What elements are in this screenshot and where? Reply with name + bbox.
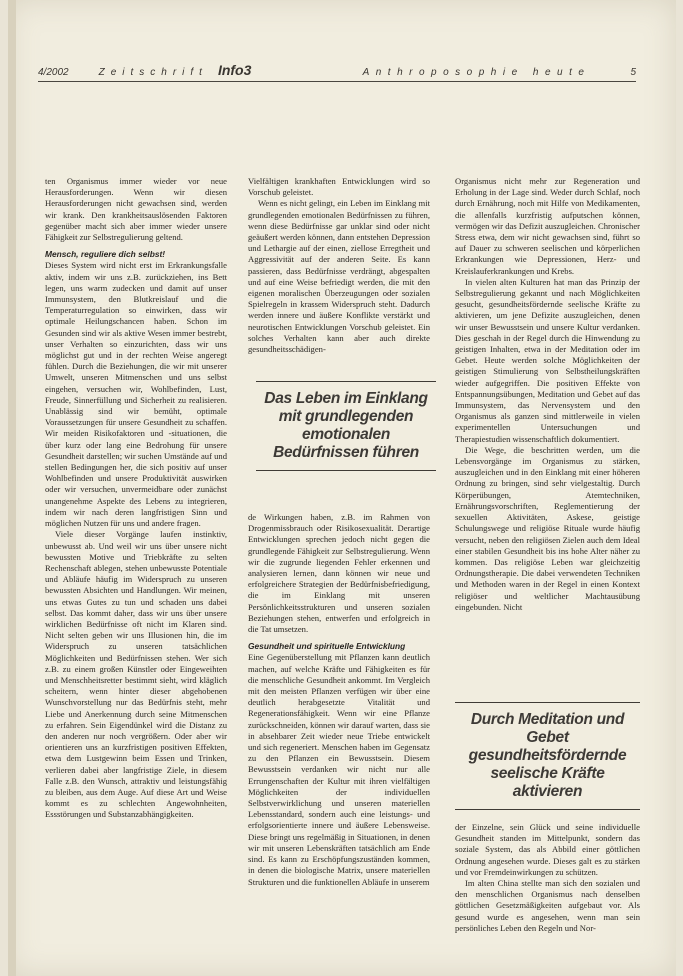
page-number: 5: [630, 67, 636, 78]
column-3-top: [455, 176, 640, 613]
page-header: [38, 56, 636, 82]
issue-number: 4/2002: [38, 67, 69, 78]
column-1: [45, 176, 227, 821]
paragraph: In vielen alten Kulturen hat man das Prinzip der Selbstregulierung gekannt und nach Möglichkeiten gesucht, gesundheitsfördernde seelische Kräfte zu aktivieren, um jene Defizite auszugleichen, denen wir unser Bewusstsein und unsere Kultur verdanken. Dies geschah in der Regel durch die Hinwendung zu geistigen Inhalten, etwa in der Meditation oder im Gebet. Heute werden solche Möglichkeiten der geistigen Stimulierung von Selbstheilungskräften wieder aufgegriffen. Die positiven Effekte von Entspannungsübungen, Meditation und Gebet auf das Immunsystem, das Nervensystem und den Organismus als ganzen sind mittlerweile in vielen experimentellen Untersuchungen und Therapiestudien wissenschaftlich dokumentiert.: [455, 276, 640, 444]
page-binding: [8, 0, 16, 976]
magazine-logo: Info3: [217, 62, 252, 78]
paragraph: Im alten China stellte man sich den sozialen und den menschlichen Organismus nach denselben göttlichen Gesetzmäßigkeiten aufgebaut vor. Als gesund wurde es angesehen, wenn man sein persönliches Leben den Regeln und Nor-: [455, 878, 640, 933]
tagline: Anthroposophie heute: [362, 67, 591, 78]
pull-quote: Das Leben im Einklang mit grundlegenden emotionalen Bedürfnissen führen: [256, 381, 436, 471]
column-2-top: [248, 176, 430, 355]
paragraph: de Wirkungen haben, z.B. im Rahmen von Drogenmissbrauch oder Risikosexualität. Derartige Entwicklungen sprechen jedoch nicht gegen die grundlegende Fähigkeit zur Selbstregulierung. Wenn wir die zugrunde liegenden Fehler erkennen und analysieren lernen, dann können wir neue und erfolgreichere Strategien der Bedürfnisbefriedigung, die im Einklang mit unseren Persönlichkeitsstrukturen und unseren sozialen Beziehungen stehen, entwerfen und erfolgreich in die Tat umsetzen.: [248, 512, 430, 635]
section-heading: Mensch, reguliere dich selbst!: [45, 249, 166, 260]
pull-quote: Durch Meditation und Gebet gesundheitsfördernde seelische Kräfte aktivieren: [455, 702, 640, 810]
paragraph: Dieses System wird nicht erst im Erkrankungsfalle aktiv, indem wir uns z.B. zurückziehen, ins Bett legen, uns warm zudecken und damit auf unser Immunsystem, den Blutkreislauf und die Temperaturregulation so einwirken, dass wir optimale Heilungschancen haben. Schon im Gesunden sind wir als aktive Wesen immer bestrebt, unser Verhalten so einzurichten, dass wir uns möglichst gut und in der rechten Weise angeregt fühlen. Durch die Beziehungen, die wir mit unserer Umwelt, unseren Mitmenschen und uns selbst eingehen, versuchen wir, Wohlbefinden, Lust, Freude, Sinnerfüllung und Sicherheit zu realisieren. Unablässig sind wir bemüht, optimale Voraussetzungen für unsere Gesundheit zu schaffen. Wir meiden Risikofaktoren und -situationen, die über kurz oder lang eine Bedrohung für unsere Gesundheit darstellen; wir suchen Umstände auf und stellen Bedingungen her, die sich positiv auf unser Wohlbefinden und unsere Produktivität auswirken oder wir versuchen, unvermeidbare oder zunächst unangenehme Aspekte des Lebens zu integrieren, indem wir nach deren langfristigen Sinn und möglichen Nutzen für uns und andere fragen.: [45, 260, 227, 529]
column-3-bottom: [455, 822, 640, 934]
zeitschrift-label: Zeitschrift: [98, 67, 208, 78]
paragraph: Die Wege, die beschritten werden, um die Lebensvorgänge im Organismus zu stärken, auszugleichen und in den Einklang mit einer höheren Ordnung zu bringen, sind sehr vielgestaltig. Durch Körperübungen, Atemtechniken, Ernährungsvorschriften, Reglementierung der sexuellen Aktivitäten, Askese, geistige Schulungswege und religiöse Rituale wurde häufig versucht, neben den religiösen Zielen auch dem Ideal einer stabilen Gesundheit bis ins hohe Alter näher zu kommen. Das religiöse Leben war gleichzeitig Ordnungstherapie. Die dabei verwendeten Techniken und Methoden waren in der Regel in einen Kontext religiöser und weltlicher Machtausübung eingebunden. Nicht: [455, 444, 640, 612]
paragraph: Organismus nicht mehr zur Regeneration und Erholung in der Lage sind. Weder durch Schlaf, noch durch Ernährung, noch mit Hilfe von Medikamenten, die allenfalls kurzfristig aufputschen können, vermögen wir das Defizit auszugleichen. Chronischer Stress etwa, dem wir nicht gewachsen sind, führt so auf Dauer zu schweren seelischen und körperlichen Erkrankungen wie Depressionen, Herz- und Kreislauferkrankungen und Krebs.: [455, 176, 640, 276]
paragraph: Eine Gegenüberstellung mit Pflanzen kann deutlich machen, auf welche Kräfte und Fähigkeiten es für die menschliche Gesundheit ankommt. Im Vergleich mit den meisten Pflanzen verfügen wir über eine deutlich herabgesetzte Vitalität und Regenerationsfähigkeit. Wenn wir eine Pflanze zurückschneiden, können wir darauf warten, dass sie in absehbarer Zeit wieder neue Triebe entwickelt und sich regeneriert. Menschen haben im Gegensatz zu den Pflanzen ein Bewusstsein. Diesem Bewusstsein verdanken wir nicht nur alle Errungenschaften der Kultur mit ihren vielfältigen Möglichkeiten der individuellen Selbstverwirklichung und unseren materiellen Lebensstandard, sondern auch eine leistungs- und erfolgsorientierte innere und äußere Lebensweise. Diese bringt uns regelmäßig in Situationen, in denen wir mit unseren Lebenskräften tatsächlich am Ende sind. Es kann zu Erschöpfungszuständen kommen, in denen die biologische Matrix, unsere materiellen Strukturen und die funktionellen Abläufe in unserem: [248, 652, 430, 887]
paragraph: Vielfältigen krankhaften Entwicklungen wird so Vorschub geleistet.: [248, 176, 430, 198]
paragraph: Viele dieser Vorgänge laufen instinktiv, unbewusst ab. Und weil wir uns über unsere nicht bewussten Motive und Triebkräfte zu selten Rechenschaft ablegen, stehen unbewusste Potentiale und Abläufe häufig im Widerspruch zu unseren bewussten Absichten und Handlungen. Wir meinen, uns etwas Gutes zu tun und schaden uns dabei selbst. Das kommt daher, dass wir uns über unsere wirklichen Bedürfnisse oft nicht im Klaren sind. Nicht selten geben wir uns Illusionen hin, die im Widerspruch zu unseren tatsächlichen Möglichkeiten und Bedürfnissen stehen. Wer sich z.B. zu einem großen Künstler oder Eingeweihten und Menschheitsretter bestimmt sieht, wird kläglich scheitern, wenn hinter dieser abgehobenen Wunschvorstellung nur das Bedürfnis steht, mehr Liebe und Anerkennung durch seine Mitmenschen zu erfahren. Sein Eigendünkel wird die Distanz zu den anderen nur noch vergrößern. Oder aber wir orientieren uns an kurzfristigen positiven Effekten, etwa dem Lustgewinn beim Essen und Trinken, verlieren dabei aber langfristige Ziele, in diesem Falle z.B. den Wunsch, attraktiv und leistungsfähig zu bleiben, aus dem Auge. Auf diese Art und Weise kommt es zu schlechten Angewohnheiten, Essstörungen und Substanzabhängigkeiten.: [45, 529, 227, 820]
section-heading: Gesundheit und spirituelle Entwicklung: [248, 641, 406, 652]
magazine-page: [8, 0, 676, 976]
paragraph: der Einzelne, sein Glück und seine individuelle Gesundheit standen im Mittelpunkt, sondern das soziale System, das als Abbild einer göttlichen Ordnung angesehen wurde. Dieses galt es zu stärken und vor Fremdeinwirkungen zu schützen.: [455, 822, 640, 877]
paragraph: Wenn es nicht gelingt, ein Leben im Einklang mit grundlegenden emotionalen Bedürfnissen zu führen, wenn diese Bedürfnisse gar unklar sind oder nicht geäußert werden können, dann entstehen Depression und Lethargie auf der einen, ziellose Erregtheit und Aggressivität auf der anderen Seite. Es kann passieren, dass Bedürfnisse verdrängt, abgespalten und auf eine Weise befriedigt werden, die mit den eigenen moralischen Überzeugungen oder sozialen Spielregeln in krassem Widerspruch steht. Dadurch werden innere und äußere Konflikte verstärkt und neurotischen Entwicklungen Vorschub geleistet. Ein solches Verhalten kann aber auch direkte gesundheitsschädigen-: [248, 198, 430, 355]
paragraph: ten Organismus immer wieder vor neue Herausforderungen. Wenn wir diesen Herausforderungen nicht gewachsen sind, werden wir krank. Den krankheitsauslösenden Faktoren gegenüber macht sich aber immer wieder unsere Fähigkeit zur Selbstregulierung geltend.: [45, 176, 227, 243]
column-2-bottom: [248, 512, 430, 888]
